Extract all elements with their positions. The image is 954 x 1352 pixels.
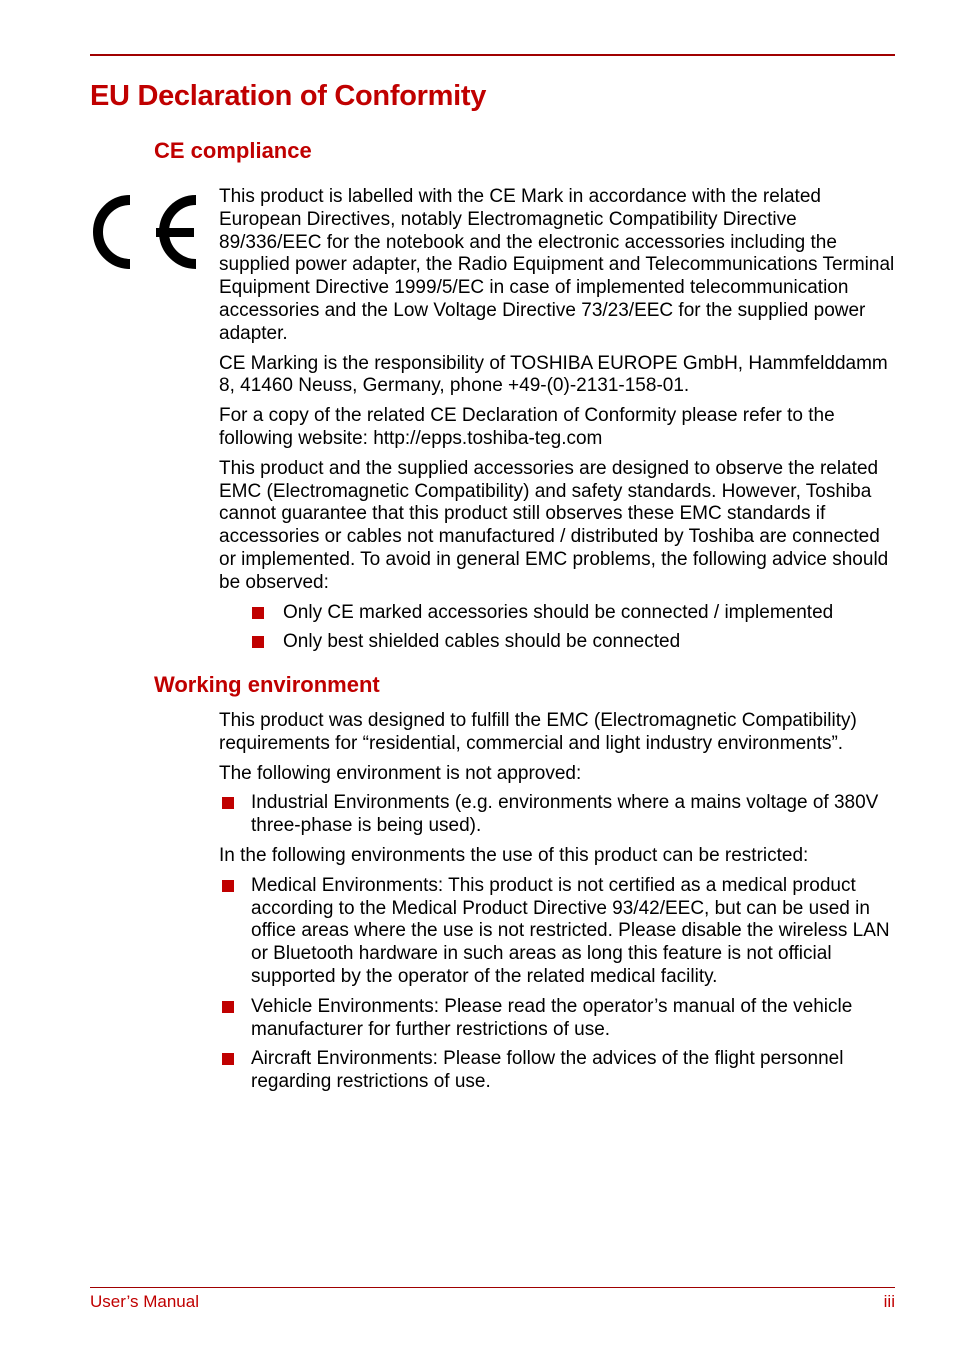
- ce-paragraph-1: This product is labelled with the CE Mark in accordance with the related European Directives, notably Electromagnetic Compatibility Directive 89/336/EEC for the notebook and the electronic accessories including the supplied power adapter, the Radio Equipment and Telecommunications Terminal Equipment Directive 1999/5/EC in case of implemented telecommunication accessories and the Low Voltage Directive 73/23/EEC for the supplied power adapter.: [219, 186, 895, 344]
- header-rule: [90, 54, 895, 56]
- bullet-square-icon: [222, 1053, 234, 1065]
- list-item: Only best shielded cables should be connected: [219, 631, 895, 654]
- ce-paragraph-4: This product and the supplied accessories are designed to observe the related EMC (Electromagnetic Compatibility) and safety standards. However, Toshiba cannot guarantee that this product still observes these EMC standards if accessories or cables not manufactured / distributed by Toshiba are connected or implemented. To avoid in general EMC problems, the following advice should be observed:: [219, 457, 889, 593]
- not-approved-label: The following environment is not approved:: [219, 762, 582, 784]
- ce-mark-icon: [92, 193, 202, 271]
- footer-manual-label: User’s Manual: [90, 1292, 199, 1311]
- working-environment-body: [219, 710, 895, 1101]
- bullet-square-icon: [252, 607, 264, 619]
- page-title: EU Declaration of Conformity: [90, 80, 487, 112]
- footer-page-number: iii: [883, 1292, 895, 1311]
- not-approved-list: [219, 792, 895, 838]
- list-item: Industrial Environments (e.g. environments where a mains voltage of 380V three-phase is being used).: [219, 792, 895, 838]
- bullet-square-icon: [222, 797, 234, 809]
- working-intro: This product was designed to fulfill the EMC (Electromagnetic Compatibility) requirements for “residential, commercial and light industry environments”.: [219, 710, 857, 754]
- ce-paragraph-2: CE Marking is the responsibility of TOSHIBA EUROPE GmbH, Hammfelddamm 8, 41460 Neuss, Germany, phone +49-(0)-2131-158-01.: [219, 352, 888, 397]
- list-item: Medical Environments: This product is not certified as a medical product according to the Medical Product Directive 93/42/EEC, but can be used in office areas where the use is not restricted. Please disable the wireless LAN or Bluetooth hardware in such areas as long this feature is not official supported by the operator of the related medical facility.: [219, 875, 895, 989]
- footer-rule: [90, 1287, 895, 1288]
- ce-paragraph-3: For a copy of the related CE Declaration of Conformity please refer to the following website: http://epps.toshiba-teg.com: [219, 405, 835, 449]
- working-environment-heading: Working environment: [154, 672, 380, 697]
- list-item: Aircraft Environments: Please follow the advices of the flight personnel regarding restrictions of use.: [219, 1048, 895, 1094]
- restricted-list: [219, 875, 895, 1094]
- ce-advice-list: [219, 602, 895, 655]
- list-item: Vehicle Environments: Please read the operator’s manual of the vehicle manufacturer for further restrictions of use.: [219, 996, 895, 1042]
- bullet-square-icon: [222, 880, 234, 892]
- bullet-square-icon: [252, 636, 264, 648]
- list-item: Only CE marked accessories should be connected / implemented: [219, 602, 895, 625]
- ce-compliance-heading: CE compliance: [154, 138, 312, 163]
- restricted-label: In the following environments the use of this product can be restricted:: [219, 844, 809, 866]
- ce-compliance-body: [219, 186, 895, 661]
- bullet-square-icon: [222, 1001, 234, 1013]
